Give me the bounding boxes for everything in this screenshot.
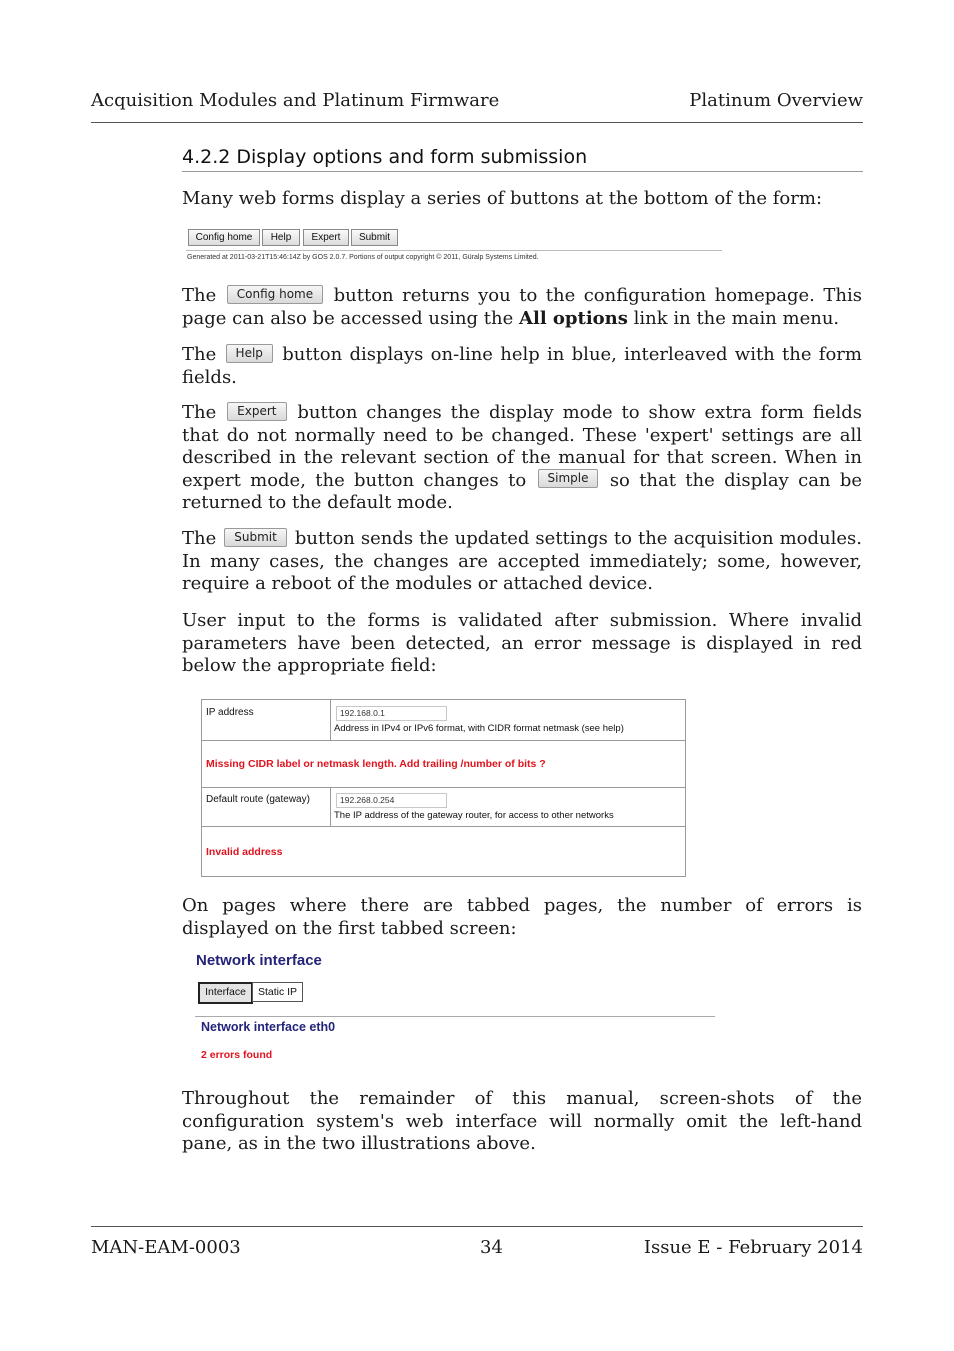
gateway-help: The IP address of the gateway router, for access to other networks	[334, 810, 614, 821]
remainder-paragraph: Throughout the remainder of this manual, screen-shots of the configuration system's web interface will normally omit the left-hand pane, as in the two illustrations above.	[182, 1088, 862, 1154]
validation-paragraph: User input to the forms is validated after submission. Where invalid parameters have been detected, an error message is displayed in red below the appropriate field:	[182, 610, 862, 676]
section-heading: 4.2.2 Display options and form submission	[182, 146, 863, 172]
gateway-error-message: Invalid address	[206, 846, 283, 858]
submit-button[interactable]: Submit	[351, 229, 398, 246]
expert-inline-button: Expert	[227, 402, 286, 421]
gateway-input[interactable]: 192.268.0.254	[336, 793, 447, 808]
simple-inline-button: Simple	[538, 469, 599, 488]
help-paragraph	[182, 344, 862, 389]
page-number: 34	[480, 1237, 503, 1258]
ip-address-help: Address in IPv4 or IPv6 format, with CIDR format netmask (see help)	[334, 723, 624, 734]
para-text: The	[182, 528, 217, 549]
strip-divider	[186, 250, 722, 251]
intro-paragraph: Many web forms display a series of buttons at the bottom of the form:	[182, 188, 823, 209]
para-text: button sends the updated settings to the acquisition modules. In many cases, the changes are accepted immediately; some, however, require a reboot of the modules or attached device.	[182, 528, 862, 594]
generated-note: Generated at 2011-03-21T15:46:14Z by GOS 2.0.7. Portions of output copyright © 2011, Güralp Systems Limited.	[187, 254, 539, 261]
tab-divider	[195, 1016, 715, 1017]
expert-button[interactable]: Expert	[303, 229, 349, 246]
submit-paragraph	[182, 528, 862, 596]
gateway-row	[202, 788, 685, 827]
ip-address-row	[202, 700, 685, 741]
help-inline-button: Help	[226, 344, 273, 363]
document-number: MAN-EAM-0003	[91, 1237, 241, 1258]
tabbed-screenshot	[195, 950, 715, 1070]
column-divider	[330, 700, 331, 740]
para-text: The	[182, 285, 217, 306]
para-text: link in the main menu.	[633, 307, 840, 329]
form-error-screenshot	[201, 699, 686, 877]
tab-static-ip[interactable]: Static IP	[252, 982, 303, 1002]
gateway-label: Default route (gateway)	[206, 794, 310, 805]
para-text: The	[182, 402, 217, 423]
error-count: 2 errors found	[201, 1049, 273, 1061]
ip-address-input[interactable]: 192.168.0.1	[336, 706, 447, 721]
ip-address-label: IP address	[206, 707, 254, 718]
tab-interface[interactable]: Interface	[198, 982, 253, 1004]
submit-inline-button: Submit	[224, 528, 287, 547]
ip-error-message: Missing CIDR label or netmask length. Add trailing /number of bits ?	[206, 758, 546, 770]
header-rule	[91, 122, 863, 123]
tabs-paragraph: On pages where there are tabbed pages, the number of errors is displayed on the first tabbed screen:	[182, 895, 862, 939]
eth0-subtitle: Network interface eth0	[201, 1020, 336, 1034]
running-header-left: Acquisition Modules and Platinum Firmware	[91, 90, 500, 111]
ip-error-row	[202, 740, 685, 788]
para-text: so that the display can be returned to the default mode.	[182, 469, 863, 513]
help-button[interactable]: Help	[262, 229, 300, 246]
column-divider	[330, 788, 331, 826]
button-strip-screenshot	[186, 228, 726, 268]
network-interface-title: Network interface	[196, 952, 322, 969]
para-text: button changes the display mode to show extra form fields that do not normally need to be changed. These 'expert' settings are all described in the relevant section of the manual for that screen. When in expert mode, the button changes to	[182, 402, 862, 491]
expert-paragraph	[182, 402, 862, 515]
running-header-right: Platinum Overview	[689, 90, 863, 111]
config-home-paragraph	[182, 285, 862, 330]
config-home-inline-button: Config home	[227, 285, 323, 304]
para-text: button displays on-line help in blue, interleaved with the form fields.	[182, 344, 862, 388]
para-text: The	[182, 344, 217, 365]
para-text: button returns you to the configuration homepage. This page can also be accessed using the	[182, 285, 862, 329]
issue-date: Issue E - February 2014	[643, 1237, 863, 1258]
config-home-button[interactable]: Config home	[188, 229, 260, 246]
footer-rule	[91, 1226, 863, 1227]
all-options-bold: All options	[519, 307, 628, 329]
